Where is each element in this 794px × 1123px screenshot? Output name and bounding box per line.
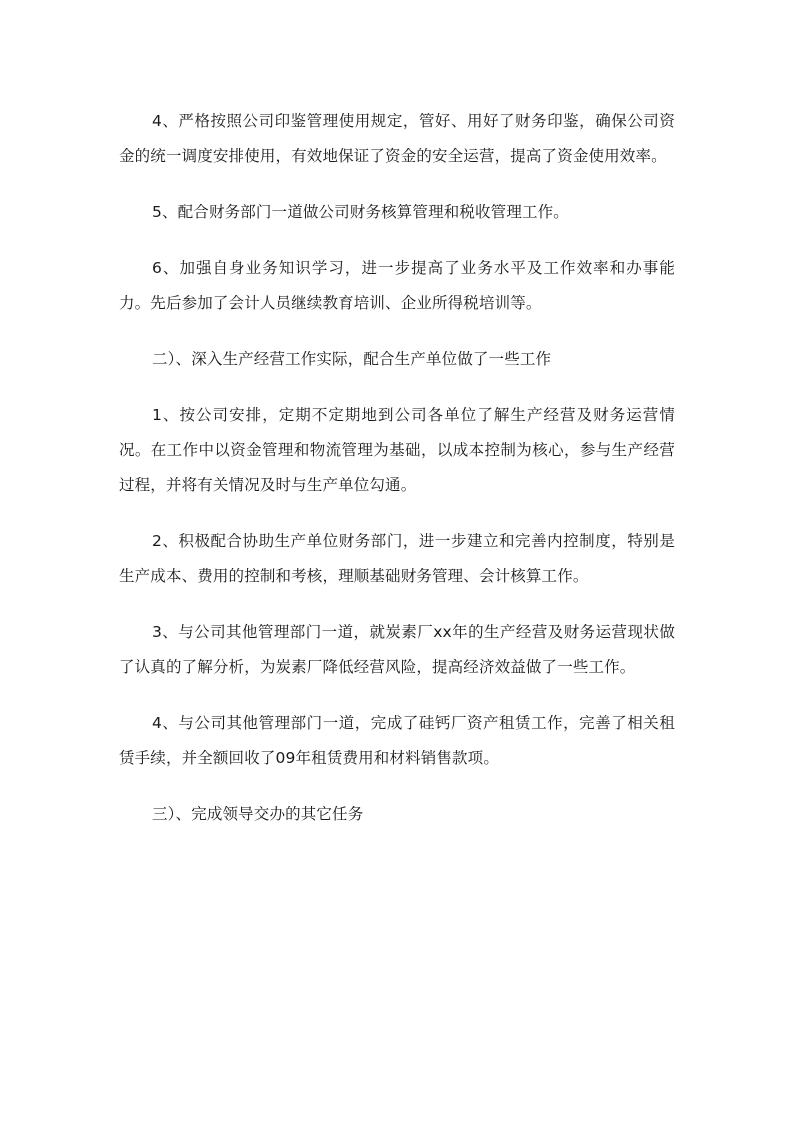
document-body — [119, 104, 675, 853]
section-heading-production: 二）、深入生产经营工作实际，配合生产单位做了一些工作 — [152, 350, 552, 368]
paragraph-lease-recovery: 4、与公司其他管理部门一道，完成了硅钙厂资产租赁工作，完善了相关租赁手续，并全额回收了09年租赁费用和材料销售款项。 — [119, 714, 675, 767]
paragraph-internal-control: 2、积极配合协助生产单位财务部门，进一步建立和完善内控制度，特别是生产成本、费用的控制和考核，理顺基础财务管理、会计核算工作。 — [119, 532, 675, 585]
paragraph-seal-management: 4、严格按照公司印鉴管理使用规定，管好、用好了财务印鉴，确保公司资金的统一调度安排使用，有效地保证了资金的安全运营，提高了资金使用效率。 — [119, 112, 675, 165]
section-heading-other-tasks: 三）、完成领导交办的其它任务 — [152, 805, 364, 823]
paragraph-carbon-plant-analysis: 3、与公司其他管理部门一道，就炭素厂xx年的生产经营及财务运营现状做了认真的了解分析，为炭素厂降低经营风险，提高经济效益做了一些工作。 — [119, 623, 675, 676]
paragraph-self-study: 6、加强自身业务知识学习，进一步提高了业务水平及工作效率和办事能力。先后参加了会计人员继续教育培训、企业所得税培训等。 — [119, 259, 675, 312]
paragraph-tax-management: 5、配合财务部门一道做公司财务核算管理和税收管理工作。 — [152, 203, 569, 221]
paragraph-site-visits: 1、按公司安排，定期不定期地到公司各单位了解生产经营及财务运营情况。在工作中以资金管理和物流管理为基础，以成本控制为核心，参与生产经营过程，并将有关情况及时与生产单位勾通。 — [119, 406, 675, 494]
